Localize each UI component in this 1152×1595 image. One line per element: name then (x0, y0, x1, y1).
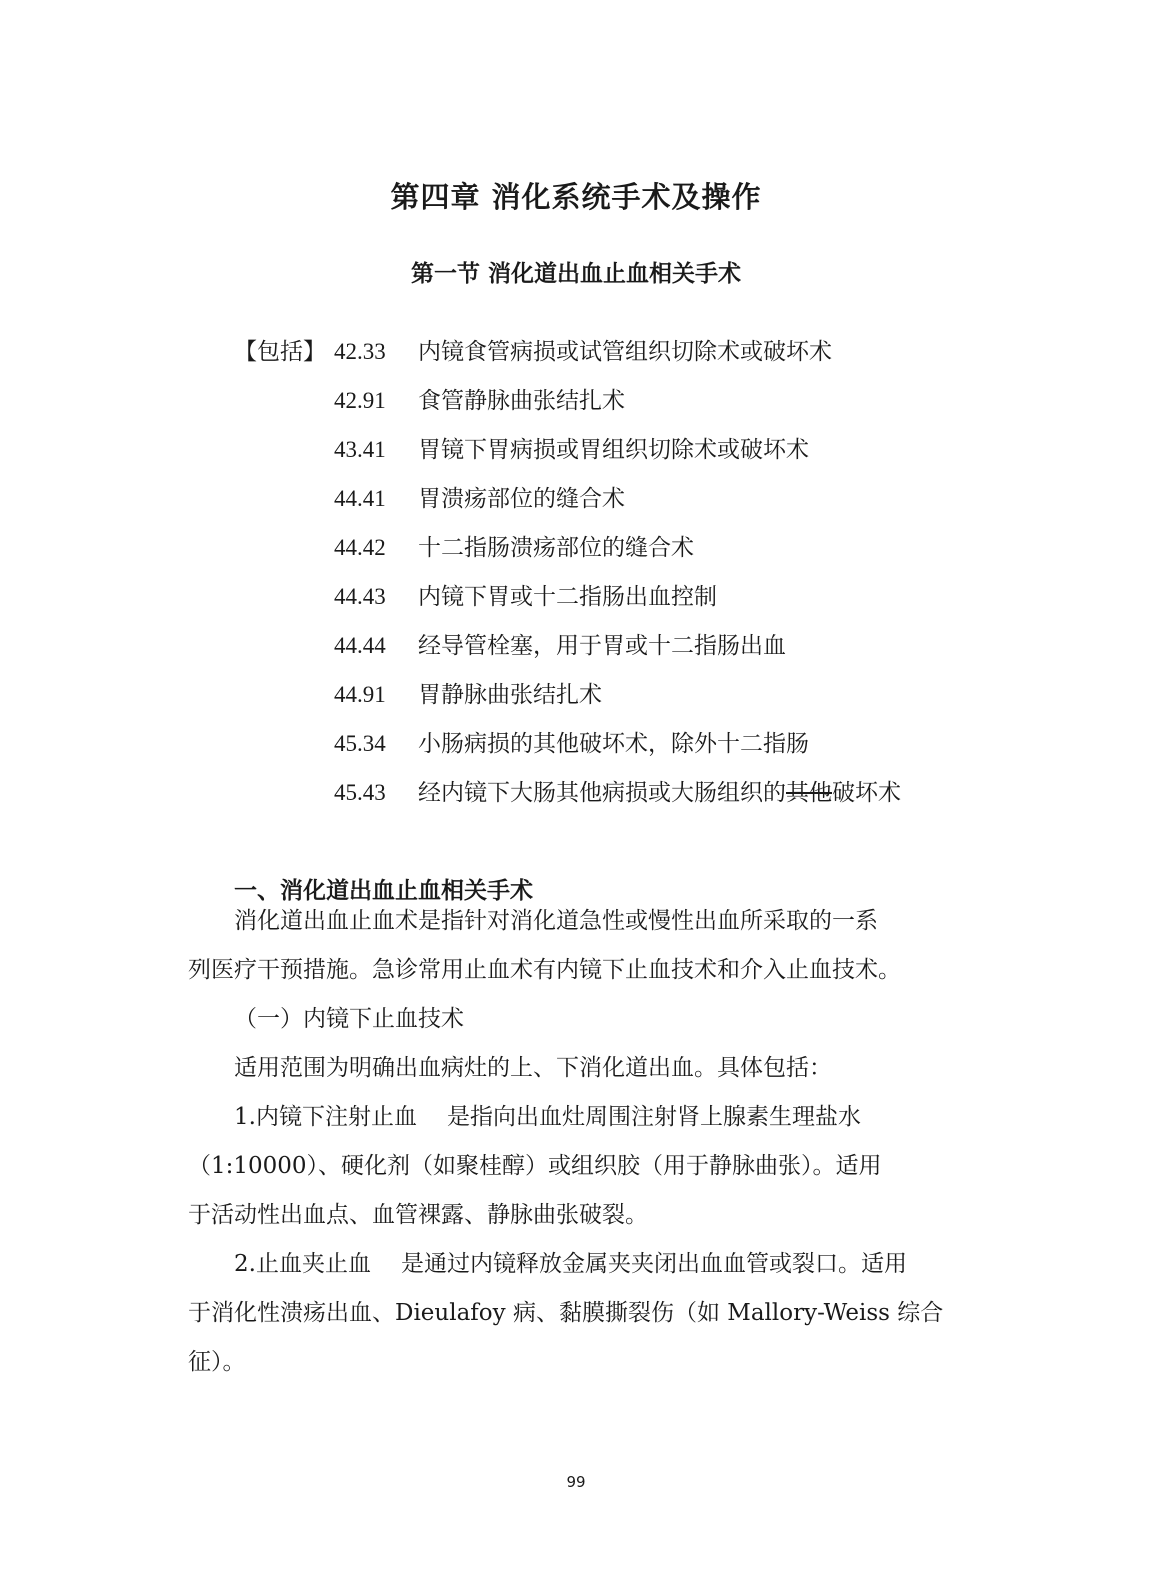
item1-line: 于活动性出血点、血管裸露、静脉曲张破裂。 (188, 1202, 648, 1228)
intro-line: 列医疗干预措施。急诊常用止血术有内镜下止血技术和介入止血技术。 (188, 957, 901, 983)
code-number: 44.91 (334, 682, 386, 707)
subheading-endoscopic: （一）内镜下止血技术 (234, 1006, 464, 1032)
code-number: 42.33 (334, 339, 386, 364)
include-label: 【包括】 (234, 339, 326, 365)
item2-text: 是通过内镜释放金属夹夹闭出血血管或裂口。适用 (400, 1251, 907, 1277)
item1-label: 1.内镜下注射止血 (234, 1104, 417, 1130)
code-description-part: 经内镜下大肠其他病损或大肠组织的 (418, 780, 786, 806)
code-number: 42.91 (334, 388, 386, 413)
item2-line: 征）。 (188, 1349, 246, 1375)
code-number: 44.42 (334, 535, 386, 560)
code-row (0, 631, 1152, 661)
item2-label: 2.止血夹止血 (234, 1251, 371, 1277)
code-number: 45.34 (334, 731, 386, 756)
code-row (0, 484, 1152, 514)
code-row (0, 729, 1152, 759)
page-number: 99 (566, 1473, 586, 1491)
item2-line: 于消化性溃疡出血、Dieulafoy 病、黏膜撕裂伤（如 Mallory-Weiss 综合 (188, 1300, 944, 1326)
chapter-title: 第四章 消化系统手术及操作 (390, 180, 762, 214)
code-row (0, 582, 1152, 612)
intro-line: 消化道出血止血术是指针对消化道急性或慢性出血所采取的一系 (234, 908, 878, 934)
code-row (0, 337, 1152, 367)
code-row (0, 778, 1152, 808)
code-description: 胃镜下胃病损或胃组织切除术或破坏术 (418, 437, 809, 463)
code-number: 44.43 (334, 584, 386, 609)
heading-bleeding-hemostasis: 一、消化道出血止血相关手术 (234, 878, 533, 904)
code-number: 45.43 (334, 780, 386, 805)
code-number: 43.41 (334, 437, 386, 462)
code-row (0, 533, 1152, 563)
code-description: 经导管栓塞，用于胃或十二指肠出血 (418, 633, 786, 659)
code-description-part: 破坏术 (832, 780, 901, 806)
code-description: 胃静脉曲张结扎术 (418, 682, 602, 708)
code-description: 内镜下胃或十二指肠出血控制 (418, 584, 717, 610)
section-title: 第一节 消化道出血止血相关手术 (410, 261, 741, 287)
code-description: 胃溃疡部位的缝合术 (418, 486, 625, 512)
code-row (0, 386, 1152, 416)
struck-text: 其他 (786, 780, 832, 806)
code-description: 内镜食管病损或试管组织切除术或破坏术 (418, 339, 832, 365)
item1-text: 是指向出血灶周围注射肾上腺素生理盐水 (446, 1104, 861, 1130)
item1-line: （1:10000）、硬化剂（如聚桂醇）或组织胶（用于静脉曲张）。适用 (188, 1153, 882, 1179)
code-row (0, 680, 1152, 710)
scope-text: 适用范围为明确出血病灶的上、下消化道出血。具体包括： (234, 1055, 832, 1081)
code-description: 食管静脉曲张结扎术 (418, 388, 625, 414)
item1-line (234, 1102, 861, 1132)
code-description: 小肠病损的其他破坏术，除外十二指肠 (418, 731, 809, 757)
code-number: 44.44 (334, 633, 386, 658)
code-number: 44.41 (334, 486, 386, 511)
item2-line (234, 1249, 907, 1279)
code-description (418, 778, 901, 808)
code-description: 十二指肠溃疡部位的缝合术 (418, 535, 694, 561)
code-row (0, 435, 1152, 465)
